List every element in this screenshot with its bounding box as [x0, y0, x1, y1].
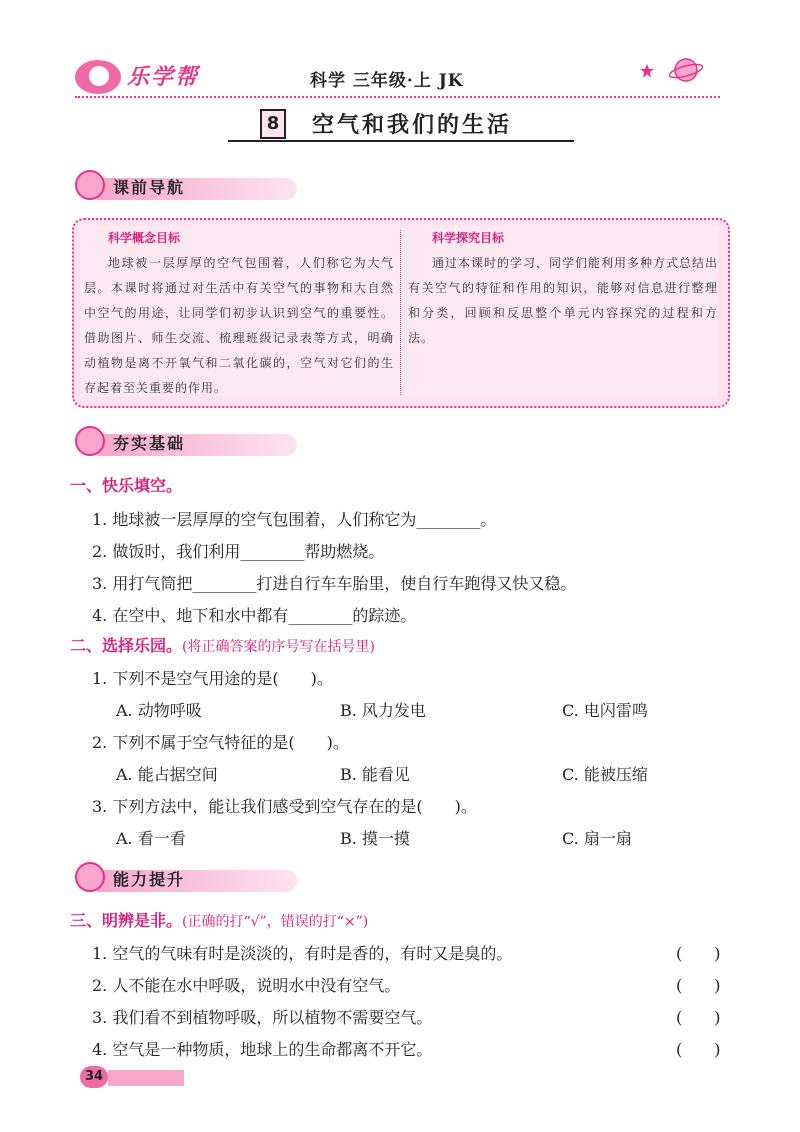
section-banner-basics [75, 426, 305, 456]
inquiry-goal [408, 226, 718, 351]
fill-blank-item: 2. 做饭时，我们利用________帮助燃烧。 [92, 542, 385, 561]
choice-question: 2. 下列不属于空气特征的是( )。 [92, 733, 349, 752]
choice-heading-text: 二、选择乐园。 [70, 636, 183, 655]
choice-option: B. 能看见 [340, 765, 410, 784]
choice-option: B. 风力发电 [340, 701, 426, 720]
answer-bracket: ( ) [676, 1008, 721, 1027]
choice-heading [70, 633, 375, 656]
girl-mascot-icon [75, 862, 105, 892]
true-false-item: 4. 空气是一种物质，地球上的生命都离不开它。 [92, 1040, 433, 1059]
chapter-underline [228, 140, 574, 142]
rabbit-mascot-icon [75, 170, 105, 200]
choice-heading-note: (将正确答案的序号写在括号里) [182, 639, 375, 655]
choice-option: B. 摸一摸 [340, 829, 410, 848]
star-icon [640, 64, 654, 78]
choice-option: A. 看一看 [116, 829, 186, 848]
true-false-heading-note: (正确的打“√”，错误的打“×”) [182, 914, 369, 930]
answer-bracket: ( ) [676, 944, 721, 963]
section-label: 夯实基础 [113, 434, 186, 453]
page-number: 34 [80, 1066, 108, 1088]
true-false-item: 1. 空气的气味有时是淡淡的，有时是香的，有时又是臭的。 [92, 944, 513, 963]
fill-blank-item: 1. 地球被一层厚厚的空气包围着，人们称它为________。 [92, 510, 497, 529]
section-banner-preview [75, 170, 305, 200]
choice-option: C. 扇一扇 [562, 829, 632, 848]
inquiry-goal-text: 通过本课时的学习，同学们能利用多种方式总结出有关空气的特征和作用的知识，能够对信息进行整理和分类，回顾和反思整个单元内容探究的过程和方法。 [408, 256, 719, 345]
mascot-face [89, 66, 109, 86]
true-false-item: 3. 我们看不到植物呼吸，所以植物不需要空气。 [92, 1008, 433, 1027]
choice-option: A. 能占据空间 [116, 765, 218, 784]
concept-goal-text: 地球被一层厚厚的空气包围着，人们称它为大气层。本课时将通过对生活中有关空气的事物和大自然中空气的用途，让同学们初步认识到空气的重要性。借助图片、师生交流、梳理班级记录表等方式，明确动植物是离不开氧气和二氧化碳的，空气对它们的生存起着至关重要的作用。 [84, 256, 394, 395]
cat-mascot-icon [75, 426, 105, 456]
choice-option: A. 动物呼吸 [116, 701, 202, 720]
choice-option: C. 能被压缩 [562, 765, 648, 784]
choice-question: 1. 下列不是空气用途的是( )。 [92, 669, 333, 688]
section-banner-ability [75, 862, 305, 892]
choice-option: C. 电闪雷鸣 [562, 701, 648, 720]
chapter-title: 空气和我们的生活 [312, 113, 513, 138]
goals-divider [400, 230, 401, 395]
fill-blank-item: 4. 在空中、地下和水中都有________的踪迹。 [92, 606, 417, 625]
concept-goal [84, 226, 394, 401]
true-false-heading-text: 三、明辨是非。 [70, 911, 183, 930]
concept-goal-title: 科学概念目标 [108, 231, 181, 245]
section-label: 能力提升 [113, 870, 186, 889]
section-label: 课前导航 [113, 178, 186, 197]
brand-name: 乐学帮 [127, 65, 200, 90]
planet-icon [668, 52, 704, 88]
answer-bracket: ( ) [676, 976, 721, 995]
answer-bracket: ( ) [676, 1040, 721, 1059]
brand-logo [75, 56, 225, 96]
inquiry-goal-title: 科学探究目标 [432, 231, 505, 245]
true-false-heading [70, 908, 368, 931]
subject-line: 科学 三年级·上 JK [310, 71, 464, 91]
chapter-number: 8 [260, 109, 286, 139]
choice-question: 3. 下列方法中，能让我们感受到空气存在的是( )。 [92, 797, 477, 816]
fill-blank-item: 3. 用打气筒把________打进自行车车胎里，使自行车跑得又快又稳。 [92, 574, 577, 593]
fill-blank-heading: 一、快乐填空。 [70, 476, 183, 495]
true-false-item: 2. 人不能在水中呼吸，说明水中没有空气。 [92, 976, 401, 995]
footer-bar [108, 1070, 184, 1086]
header-divider [75, 96, 720, 98]
